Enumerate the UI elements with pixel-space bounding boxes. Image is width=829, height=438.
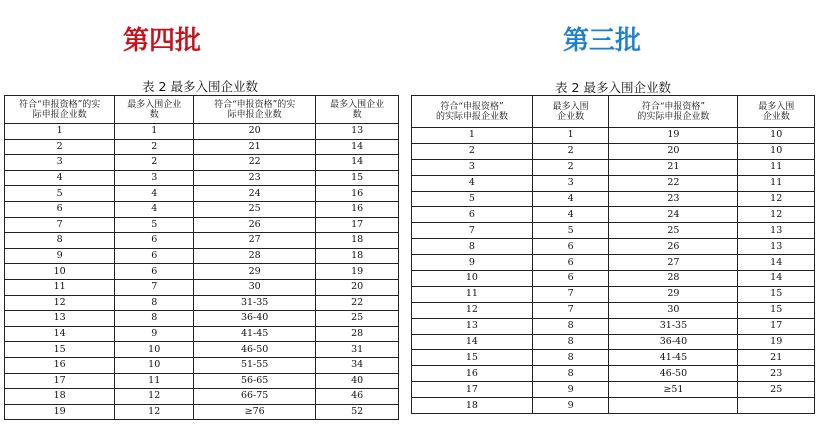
table-cell: 6	[115, 264, 194, 280]
table-row	[412, 128, 815, 144]
table-cell: 8	[115, 311, 194, 327]
table-cell	[738, 398, 815, 414]
table-cell: 21	[609, 159, 738, 175]
table-cell: 9	[5, 248, 115, 264]
table-cell: 8	[532, 366, 609, 382]
table-cell: 14	[316, 155, 399, 171]
column-header: 符合“申报资格” 的实际申报企业数	[609, 96, 738, 128]
table-row	[5, 404, 399, 420]
table-cell: 7	[5, 217, 115, 233]
table-cell: 41-45	[609, 350, 738, 366]
table-cell: 14	[5, 326, 115, 342]
table-cell: 31	[316, 342, 399, 358]
table-cell: 6	[532, 239, 609, 255]
table-cell: 41-45	[194, 326, 316, 342]
table-cell: 15	[738, 302, 815, 318]
table-row	[5, 248, 399, 264]
table-cell: 16	[5, 357, 115, 373]
table-cell: 11	[738, 175, 815, 191]
table-row	[5, 124, 399, 140]
table-cell: 19	[5, 404, 115, 420]
table-row	[412, 302, 815, 318]
table-cell: 18	[5, 389, 115, 405]
table-cell: 3	[5, 155, 115, 171]
table-row	[5, 155, 399, 171]
table-cell: 25	[738, 382, 815, 398]
table-cell: 40	[316, 373, 399, 389]
table-cell: 12	[738, 191, 815, 207]
table-cell: 2	[5, 139, 115, 155]
table-cell: 28	[609, 271, 738, 287]
table-row	[5, 217, 399, 233]
table-row	[5, 170, 399, 186]
table-cell: 15	[5, 342, 115, 358]
table-cell: 7	[532, 286, 609, 302]
table-cell: 10	[115, 357, 194, 373]
table-row	[5, 186, 399, 202]
table-cell: 22	[316, 295, 399, 311]
table-cell: 2	[412, 143, 533, 159]
table-cell: 24	[609, 207, 738, 223]
table-cell: 6	[5, 201, 115, 217]
table-cell: 19	[316, 264, 399, 280]
table-row	[5, 279, 399, 295]
table-row	[412, 366, 815, 382]
table-cell: 2	[115, 155, 194, 171]
table-cell: 19	[738, 334, 815, 350]
table-cell: 14	[412, 334, 533, 350]
table-caption-left: 表 2 最多入围企业数	[142, 79, 258, 94]
quota-table-fourth-batch	[4, 95, 399, 420]
table-cell: 13	[316, 124, 399, 140]
table-row	[5, 295, 399, 311]
table-cell: 46	[316, 389, 399, 405]
table-row	[412, 191, 815, 207]
table-cell: 15	[412, 350, 533, 366]
table-cell: 21	[738, 350, 815, 366]
table-cell: 2	[115, 139, 194, 155]
table-cell: 4	[532, 191, 609, 207]
table-cell: 30	[609, 302, 738, 318]
table-row	[5, 389, 399, 405]
table-cell: 9	[532, 398, 609, 414]
table-cell: 24	[194, 186, 316, 202]
batch-title-fourth: 第四批	[123, 26, 202, 56]
table-cell: 1	[115, 124, 194, 140]
table-cell: 27	[194, 233, 316, 249]
table-cell: 1	[5, 124, 115, 140]
table-row	[5, 233, 399, 249]
table-cell: 6	[115, 248, 194, 264]
table-cell: 14	[738, 255, 815, 271]
table-cell: 21	[194, 139, 316, 155]
table-row	[412, 334, 815, 350]
table-cell: 31-35	[609, 318, 738, 334]
table-cell: 9	[532, 382, 609, 398]
table-cell: 4	[5, 170, 115, 186]
table-cell: 13	[412, 318, 533, 334]
table-cell: 17	[316, 217, 399, 233]
table-row	[5, 326, 399, 342]
column-header: 最多入围企业 数	[115, 96, 194, 124]
table-cell: 3	[532, 175, 609, 191]
table-cell: 18	[316, 233, 399, 249]
table-row	[412, 350, 815, 366]
table-cell: 11	[5, 279, 115, 295]
table-row	[412, 318, 815, 334]
table-cell: 1	[412, 128, 533, 144]
table-cell: 10	[738, 128, 815, 144]
table-header-row	[5, 96, 399, 124]
table-cell: 12	[115, 404, 194, 420]
table-cell: 8	[115, 295, 194, 311]
table-cell: 12	[738, 207, 815, 223]
table-cell: 16	[316, 186, 399, 202]
table-cell: 4	[115, 201, 194, 217]
table-cell: 8	[532, 318, 609, 334]
table-cell: 28	[194, 248, 316, 264]
table-cell: 4	[532, 207, 609, 223]
column-header: 符合“申报资格”的实 际申报企业数	[194, 96, 316, 124]
table-cell: 17	[738, 318, 815, 334]
column-header: 最多入围 企业数	[738, 96, 815, 128]
table-header-row	[412, 96, 815, 128]
table-cell: 15	[316, 170, 399, 186]
table-cell: 20	[316, 279, 399, 295]
table-cell: 6	[532, 255, 609, 271]
table-row	[412, 143, 815, 159]
quota-table-third-batch	[411, 95, 815, 414]
table-cell: 8	[412, 239, 533, 255]
table-cell: 26	[609, 239, 738, 255]
table-row	[412, 255, 815, 271]
table-cell: 16	[412, 366, 533, 382]
table-cell: 22	[194, 155, 316, 171]
table-row	[412, 286, 815, 302]
table-cell: 5	[115, 217, 194, 233]
table-cell: 5	[5, 186, 115, 202]
table-cell: 23	[609, 191, 738, 207]
table-cell: 25	[316, 311, 399, 327]
table-cell: 36-40	[194, 311, 316, 327]
table-cell: 36-40	[609, 334, 738, 350]
table-cell: 4	[412, 175, 533, 191]
table-cell: 8	[532, 334, 609, 350]
table-cell: 29	[609, 286, 738, 302]
table-cell: 6	[532, 271, 609, 287]
table-row	[412, 207, 815, 223]
table-cell: 46-50	[609, 366, 738, 382]
column-header: 最多入围企业 数	[316, 96, 399, 124]
table-cell: 29	[194, 264, 316, 280]
table-cell	[609, 398, 738, 414]
table-row	[5, 201, 399, 217]
table-cell: 27	[609, 255, 738, 271]
table-cell: 7	[532, 302, 609, 318]
table-cell: 10	[115, 342, 194, 358]
table-cell: 13	[738, 223, 815, 239]
table-cell: 28	[316, 326, 399, 342]
table-row	[5, 357, 399, 373]
table-row	[5, 311, 399, 327]
table-cell: 11	[738, 159, 815, 175]
table-row	[5, 342, 399, 358]
table-cell: 23	[738, 366, 815, 382]
table-row	[412, 239, 815, 255]
table-cell: 12	[115, 389, 194, 405]
table-cell: 20	[194, 124, 316, 140]
table-cell: 20	[609, 143, 738, 159]
table-cell: 23	[194, 170, 316, 186]
table-cell: 16	[316, 201, 399, 217]
table-cell: 1	[532, 128, 609, 144]
table-row	[412, 223, 815, 239]
table-cell: 7	[412, 223, 533, 239]
table-cell: 4	[115, 186, 194, 202]
table-cell: 10	[738, 143, 815, 159]
table-row	[412, 382, 815, 398]
table-cell: 10	[412, 271, 533, 287]
table-cell: 13	[738, 239, 815, 255]
table-cell: 15	[738, 286, 815, 302]
table-row	[412, 398, 815, 414]
table-cell: 7	[115, 279, 194, 295]
table-cell: 18	[316, 248, 399, 264]
table-cell: 3	[115, 170, 194, 186]
table-row	[412, 271, 815, 287]
table-cell: 31-35	[194, 295, 316, 311]
table-cell: 17	[5, 373, 115, 389]
table-cell: 25	[609, 223, 738, 239]
table-cell: 51-55	[194, 357, 316, 373]
table-row	[5, 264, 399, 280]
table-cell: 9	[115, 326, 194, 342]
table-row	[5, 139, 399, 155]
table-cell: 13	[5, 311, 115, 327]
table-row	[412, 175, 815, 191]
table-cell: 66-75	[194, 389, 316, 405]
table-cell: 8	[532, 350, 609, 366]
table-cell: 10	[5, 264, 115, 280]
column-header: 符合“申报资格” 的实际申报企业数	[412, 96, 533, 128]
table-cell: 8	[5, 233, 115, 249]
table-cell: 19	[609, 128, 738, 144]
table-cell: ≥51	[609, 382, 738, 398]
table-cell: 14	[738, 271, 815, 287]
table-cell: 25	[194, 201, 316, 217]
table-cell: 14	[316, 139, 399, 155]
table-caption-right: 表 2 最多入围企业数	[555, 80, 671, 95]
table-row	[5, 373, 399, 389]
table-cell: 52	[316, 404, 399, 420]
table-cell: ≥76	[194, 404, 316, 420]
table-cell: 5	[412, 191, 533, 207]
table-cell: 34	[316, 357, 399, 373]
table-cell: 56-65	[194, 373, 316, 389]
batch-title-third: 第三批	[563, 26, 642, 56]
table-cell: 11	[412, 286, 533, 302]
table-cell: 3	[412, 159, 533, 175]
table-cell: 46-50	[194, 342, 316, 358]
table-cell: 30	[194, 279, 316, 295]
table-cell: 5	[532, 223, 609, 239]
table-cell: 17	[412, 382, 533, 398]
table-cell: 9	[412, 255, 533, 271]
table-cell: 11	[115, 373, 194, 389]
table-cell: 2	[532, 143, 609, 159]
column-header: 最多入围 企业数	[532, 96, 609, 128]
table-cell: 12	[412, 302, 533, 318]
table-cell: 6	[412, 207, 533, 223]
column-header: 符合“申报资格”的实 际申报企业数	[5, 96, 115, 124]
table-cell: 12	[5, 295, 115, 311]
table-cell: 26	[194, 217, 316, 233]
table-cell: 6	[115, 233, 194, 249]
table-cell: 22	[609, 175, 738, 191]
table-cell: 2	[532, 159, 609, 175]
table-cell: 18	[412, 398, 533, 414]
table-row	[412, 159, 815, 175]
